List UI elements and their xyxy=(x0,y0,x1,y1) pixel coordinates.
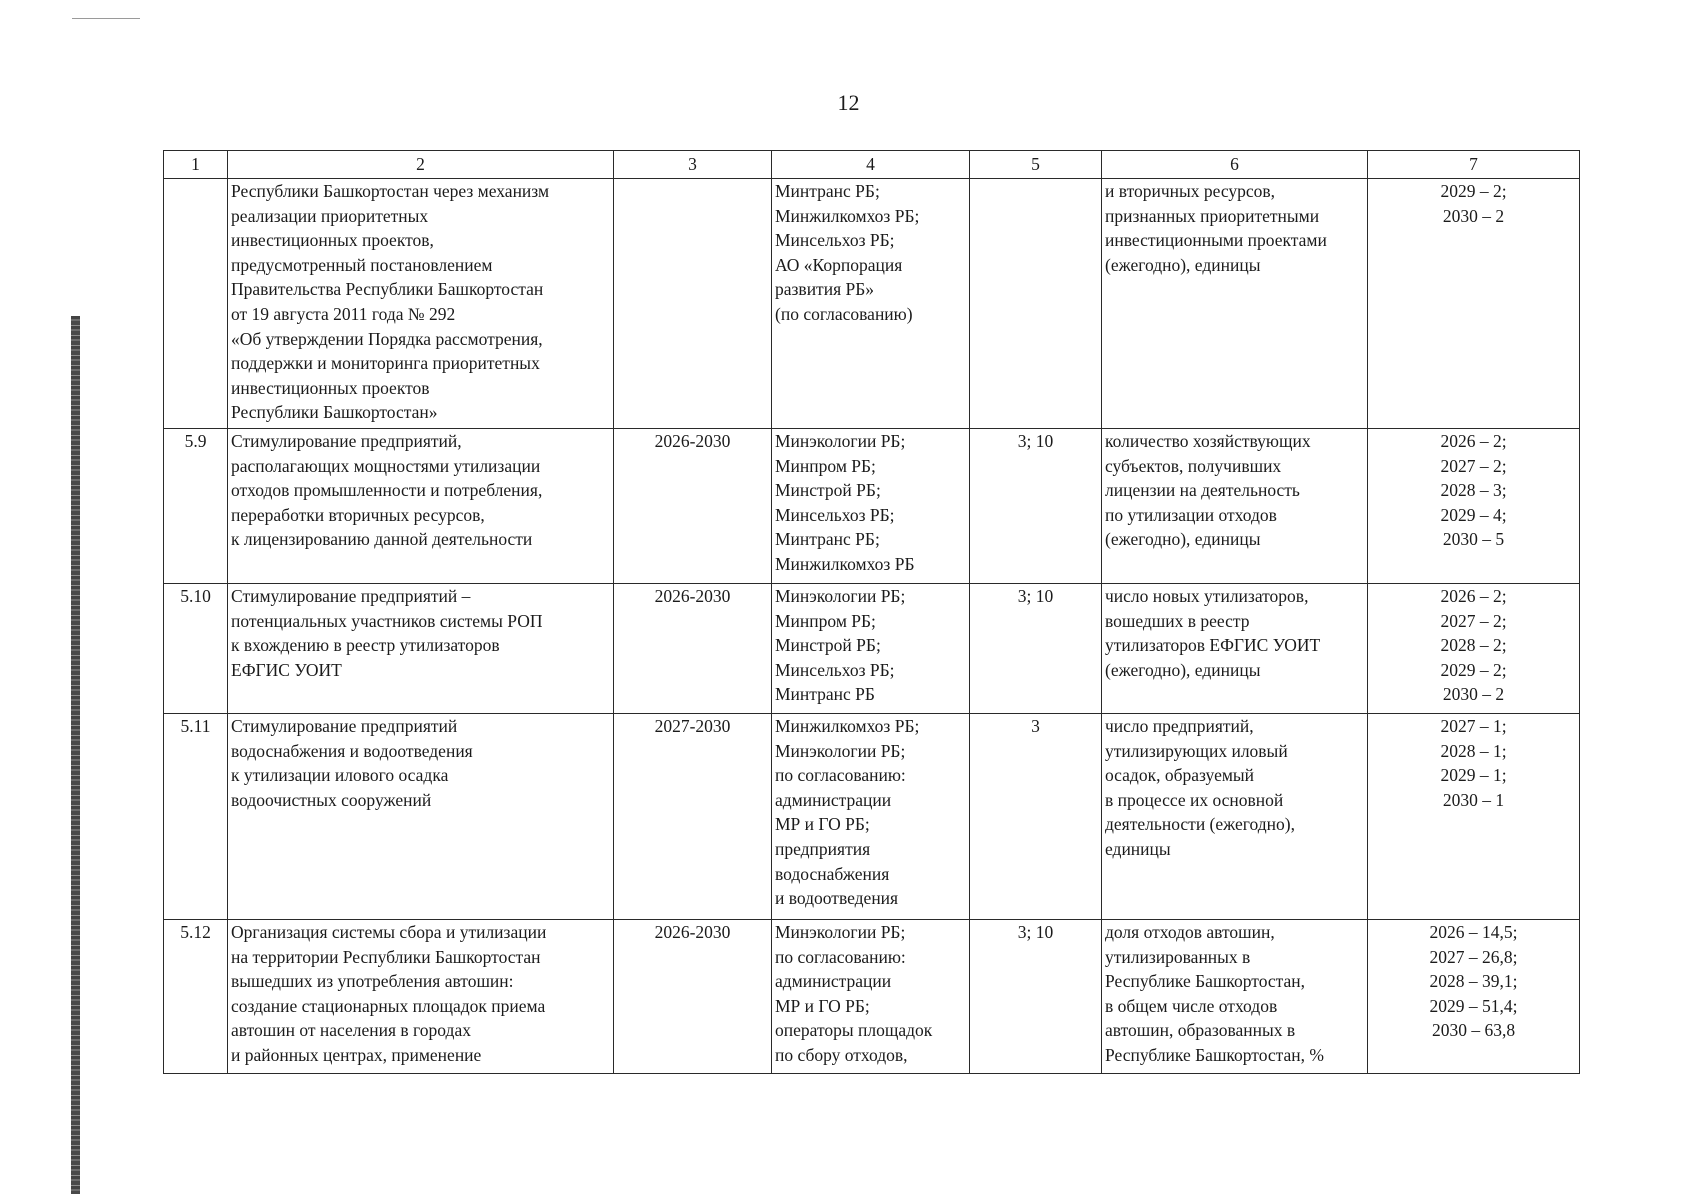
period-cell: 2026-2030 xyxy=(614,429,772,584)
tasks-cell: 3; 10 xyxy=(970,584,1102,714)
cell-text-line: Республике Башкортостан, xyxy=(1105,971,1306,992)
cell-text-line: Правительства Республики Башкортостан xyxy=(231,279,544,300)
cell-text-line: создание стационарных площадок приема xyxy=(231,995,546,1016)
cell-text-line: МР и ГО РБ; xyxy=(775,995,870,1016)
tasks-cell: 3 xyxy=(970,714,1102,920)
cell-text-line: 2027 – 26,8; xyxy=(1429,946,1518,967)
table-row xyxy=(164,584,1580,714)
indicator-cell xyxy=(1102,584,1368,714)
cell-text-line: к вхождению в реестр утилизаторов xyxy=(231,635,500,656)
values-cell xyxy=(1368,714,1580,920)
cell-text-line: Минсельхоз РБ; xyxy=(775,230,895,251)
cell-text-line: администрации xyxy=(775,971,892,992)
cell-text-line: лицензии на деятельность xyxy=(1105,480,1300,501)
cell-text-line: располагающих мощностями утилизации xyxy=(231,455,541,476)
column-header: 4 xyxy=(772,151,970,179)
period-cell: 2026-2030 xyxy=(614,584,772,714)
cell-text-line: вышедших из употребления автошин: xyxy=(231,971,514,992)
cell-text-line: единицы xyxy=(1105,838,1171,859)
cell-text-line: инвестиционными проектами xyxy=(1105,230,1327,251)
row-number-cell: 5.10 xyxy=(164,584,228,714)
executors-cell xyxy=(772,584,970,714)
cell-text-line: осадок, образуемый xyxy=(1105,765,1255,786)
table-row xyxy=(164,920,1580,1074)
column-header: 6 xyxy=(1102,151,1368,179)
cell-text-line: Организация системы сбора и утилизации xyxy=(231,922,547,942)
cell-text-line: Минстрой РБ; xyxy=(775,635,881,656)
measure-cell xyxy=(228,920,614,1074)
column-header: 3 xyxy=(614,151,772,179)
indicator-cell xyxy=(1102,179,1368,429)
cell-text-line: 2029 – 4; xyxy=(1440,504,1507,525)
cell-text-line: число предприятий, xyxy=(1105,716,1254,736)
cell-text-line: водоснабжения и водоотведения xyxy=(231,740,473,761)
cell-text-line: в общем числе отходов xyxy=(1105,995,1278,1016)
cell-text-line: Минэкологии РБ; xyxy=(775,740,906,761)
column-header: 5 xyxy=(970,151,1102,179)
cell-text-line: Минтранс РБ; xyxy=(775,529,880,550)
cell-text-line: Республики Башкортостан» xyxy=(231,402,438,423)
cell-text-line: предусмотренный постановлением xyxy=(231,254,493,275)
cell-text-line: субъектов, получивших xyxy=(1105,455,1282,476)
cell-text-line: автошин, образованных в xyxy=(1105,1020,1296,1041)
cell-text-line: 2027 – 2; xyxy=(1440,455,1507,476)
period-cell: 2026-2030 xyxy=(614,920,772,1074)
indicator-cell xyxy=(1102,714,1368,920)
cell-text-line: признанных приоритетными xyxy=(1105,205,1320,226)
cell-text-line: потенциальных участников системы РОП xyxy=(231,610,543,631)
cell-text-line: утилизаторов ЕФГИС УОИТ xyxy=(1105,635,1321,656)
cell-text-line: 2026 – 2; xyxy=(1440,431,1507,451)
cell-text-line: развития РБ» xyxy=(775,279,875,300)
cell-text-line: реализации приоритетных xyxy=(231,205,429,226)
measure-cell xyxy=(228,429,614,584)
cell-text-line: утилизирующих иловый xyxy=(1105,740,1288,761)
cell-text-line: доля отходов автошин, xyxy=(1105,922,1275,942)
page-number: 12 xyxy=(837,90,860,115)
cell-text-line: Минжилкомхоз РБ xyxy=(775,553,915,574)
cell-text-line: и вторичных ресурсов, xyxy=(1105,181,1276,201)
cell-text-line: МР и ГО РБ; xyxy=(775,814,870,835)
cell-text-line: Минжилкомхоз РБ; xyxy=(775,716,920,736)
cell-text-line: 2028 – 39,1; xyxy=(1429,971,1518,992)
cell-text-line: 2028 – 2; xyxy=(1440,635,1507,656)
cell-text-line: 2029 – 2; xyxy=(1440,181,1507,201)
values-cell xyxy=(1368,920,1580,1074)
cell-text-line: 2030 – 5 xyxy=(1442,529,1505,550)
cell-text-line: водоснабжения xyxy=(775,863,890,884)
cell-text-line: инвестиционных проектов, xyxy=(231,230,434,251)
executors-cell xyxy=(772,920,970,1074)
cell-text-line: количество хозяйствующих xyxy=(1105,431,1311,451)
cell-text-line: Стимулирование предприятий, xyxy=(231,431,462,451)
period-cell: 2027-2030 xyxy=(614,714,772,920)
cell-text-line: водоочистных сооружений xyxy=(231,789,432,810)
cell-text-line: поддержки и мониторинга приоритетных xyxy=(231,353,540,374)
scan-binding-edge xyxy=(71,316,80,1194)
measure-cell xyxy=(228,584,614,714)
cell-text-line: (ежегодно), единицы xyxy=(1105,529,1261,550)
executors-cell xyxy=(772,429,970,584)
cell-text-line: 2026 – 14,5; xyxy=(1429,922,1518,942)
table-row xyxy=(164,179,1580,429)
cell-text-line: Минэкологии РБ; xyxy=(775,922,906,942)
header-row xyxy=(164,151,1580,179)
cell-text-line: 2030 – 1 xyxy=(1442,789,1505,810)
cell-text-line: (ежегодно), единицы xyxy=(1105,254,1261,275)
cell-text-line: администрации xyxy=(775,789,892,810)
cell-text-line: 2029 – 1; xyxy=(1440,765,1507,786)
cell-text-line: по согласованию: xyxy=(775,765,906,786)
cell-text-line: Минэкологии РБ; xyxy=(775,431,906,451)
cell-text-line: Минжилкомхоз РБ; xyxy=(775,205,920,226)
cell-text-line: число новых утилизаторов, xyxy=(1105,586,1309,606)
cell-text-line: Минстрой РБ; xyxy=(775,480,881,501)
measure-cell xyxy=(228,179,614,429)
cell-text-line: 2030 – 63,8 xyxy=(1431,1020,1516,1041)
indicator-cell xyxy=(1102,429,1368,584)
cell-text-line: Минпром РБ; xyxy=(775,455,876,476)
cell-text-line: автошин от населения в городах xyxy=(231,1020,471,1041)
cell-text-line: 2028 – 1; xyxy=(1440,740,1507,761)
cell-text-line: 2028 – 3; xyxy=(1440,480,1507,501)
cell-text-line: от 19 августа 2011 года № 292 xyxy=(231,303,456,324)
cell-text-line: (по согласованию) xyxy=(775,303,913,324)
cell-text-line: на территории Республики Башкортостан xyxy=(231,946,541,967)
row-number-cell: 5.12 xyxy=(164,920,228,1074)
cell-text-line: 2027 – 1; xyxy=(1440,716,1507,736)
cell-text-line: и районных центрах, применение xyxy=(231,1044,482,1065)
cell-text-line: отходов промышленности и потребления, xyxy=(231,480,543,501)
cell-text-line: по согласованию: xyxy=(775,946,906,967)
measures-table xyxy=(163,150,1580,1074)
cell-text-line: Стимулирование предприятий xyxy=(231,716,458,736)
cell-text-line: вошедших в реестр xyxy=(1105,610,1250,631)
cell-text-line: инвестиционных проектов xyxy=(231,377,430,398)
cell-text-line: АО «Корпорация xyxy=(775,254,903,275)
column-header: 1 xyxy=(164,151,228,179)
row-number-cell: 5.11 xyxy=(164,714,228,920)
table-row xyxy=(164,429,1580,584)
cell-text-line: по сбору отходов, xyxy=(775,1044,908,1065)
cell-text-line: Минпром РБ; xyxy=(775,610,876,631)
cell-text-line: 2027 – 2; xyxy=(1440,610,1507,631)
cell-text-line: операторы площадок xyxy=(775,1020,933,1041)
column-header: 7 xyxy=(1368,151,1580,179)
cell-text-line: Минтранс РБ xyxy=(775,684,875,705)
column-header: 2 xyxy=(228,151,614,179)
cell-text-line: 2029 – 51,4; xyxy=(1429,995,1518,1016)
tasks-cell xyxy=(970,179,1102,429)
executors-cell xyxy=(772,714,970,920)
cell-text-line: Стимулирование предприятий – xyxy=(231,586,471,606)
cell-text-line: переработки вторичных ресурсов, xyxy=(231,504,485,525)
row-number-cell xyxy=(164,179,228,429)
values-cell xyxy=(1368,429,1580,584)
tasks-cell: 3; 10 xyxy=(970,920,1102,1074)
cell-text-line: 2029 – 2; xyxy=(1440,659,1507,680)
cell-text-line: 2030 – 2 xyxy=(1442,205,1505,226)
cell-text-line: «Об утверждении Порядка рассмотрения, xyxy=(231,328,543,349)
cell-text-line: Минсельхоз РБ; xyxy=(775,504,895,525)
cell-text-line: Минтранс РБ; xyxy=(775,181,880,201)
cell-text-line: и водоотведения xyxy=(775,888,899,909)
cell-text-line: утилизированных в xyxy=(1105,946,1251,967)
cell-text-line: 2030 – 2 xyxy=(1442,684,1505,705)
table-row xyxy=(164,714,1580,920)
executors-cell xyxy=(772,179,970,429)
period-cell xyxy=(614,179,772,429)
cell-text-line: к лицензированию данной деятельности xyxy=(231,529,533,550)
cell-text-line: Республике Башкортостан, % xyxy=(1105,1044,1324,1065)
cell-text-line: Минсельхоз РБ; xyxy=(775,659,895,680)
cell-text-line: 2026 – 2; xyxy=(1440,586,1507,606)
values-cell xyxy=(1368,179,1580,429)
indicator-cell xyxy=(1102,920,1368,1074)
cell-text-line: (ежегодно), единицы xyxy=(1105,659,1261,680)
tasks-cell: 3; 10 xyxy=(970,429,1102,584)
cell-text-line: Минэкологии РБ; xyxy=(775,586,906,606)
cell-text-line: предприятия xyxy=(775,838,871,859)
cell-text-line: деятельности (ежегодно), xyxy=(1105,814,1295,835)
cell-text-line: в процессе их основной xyxy=(1105,789,1284,810)
cell-text-line: по утилизации отходов xyxy=(1105,504,1277,525)
cell-text-line: ЕФГИС УОИТ xyxy=(231,659,342,680)
row-number-cell: 5.9 xyxy=(164,429,228,584)
cell-text-line: Республики Башкортостан через механизм xyxy=(231,181,550,201)
values-cell xyxy=(1368,584,1580,714)
cell-text-line: к утилизации илового осадка xyxy=(231,765,449,786)
measure-cell xyxy=(228,714,614,920)
scan-artifact-top xyxy=(72,18,140,19)
